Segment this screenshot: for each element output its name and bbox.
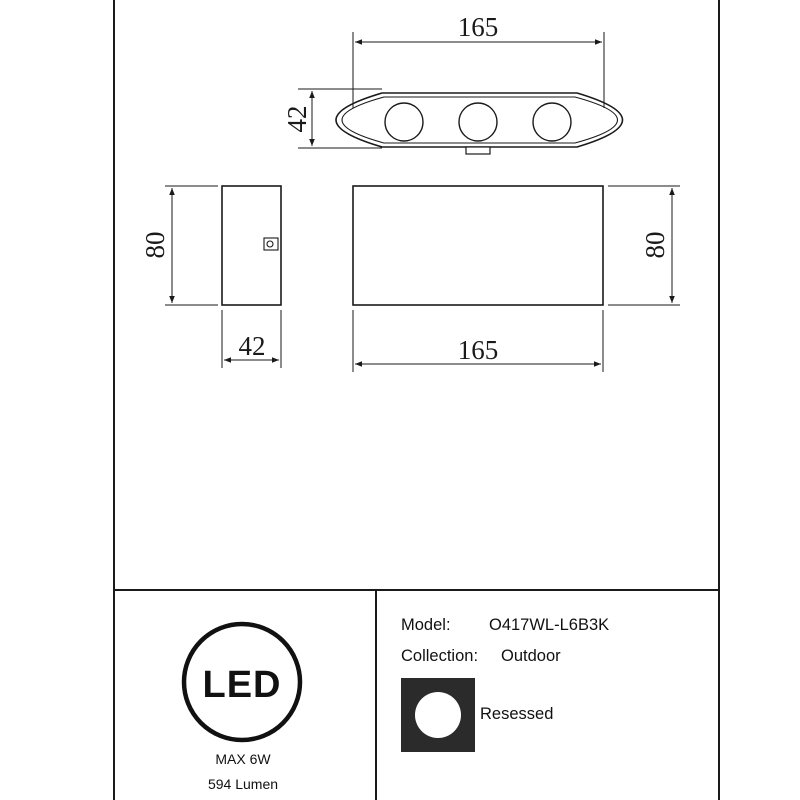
front-height-label: 80 <box>640 231 670 259</box>
front-view-body <box>353 186 603 305</box>
light-lens <box>459 103 497 141</box>
led-badge <box>184 624 300 740</box>
model-value: O417WL-L6B3K <box>489 616 610 634</box>
top-depth-label: 42 <box>282 105 312 133</box>
front-view <box>353 186 680 372</box>
collection-value: Outdoor <box>501 647 561 665</box>
power-rating: MAX 6W <box>215 751 271 767</box>
side-view <box>140 186 281 368</box>
recessed-icon <box>401 678 475 752</box>
side-height-label: 80 <box>140 231 170 259</box>
mount-type-label: Resessed <box>480 705 554 723</box>
side-height-dimension <box>165 186 218 305</box>
top-view-lights <box>385 103 571 141</box>
top-view-bracket <box>466 147 490 154</box>
light-lens <box>385 103 423 141</box>
top-width-label: 165 <box>457 12 499 42</box>
top-view <box>282 12 623 154</box>
model-label: Model: <box>401 616 451 634</box>
side-view-screw <box>267 241 273 247</box>
lumen-rating: 594 Lumen <box>207 776 279 792</box>
light-lens <box>533 103 571 141</box>
collection-label: Collection: <box>401 647 479 665</box>
led-logo-text: LED <box>202 664 282 706</box>
side-depth-label: 42 <box>238 331 266 361</box>
front-width-label: 165 <box>457 335 499 365</box>
